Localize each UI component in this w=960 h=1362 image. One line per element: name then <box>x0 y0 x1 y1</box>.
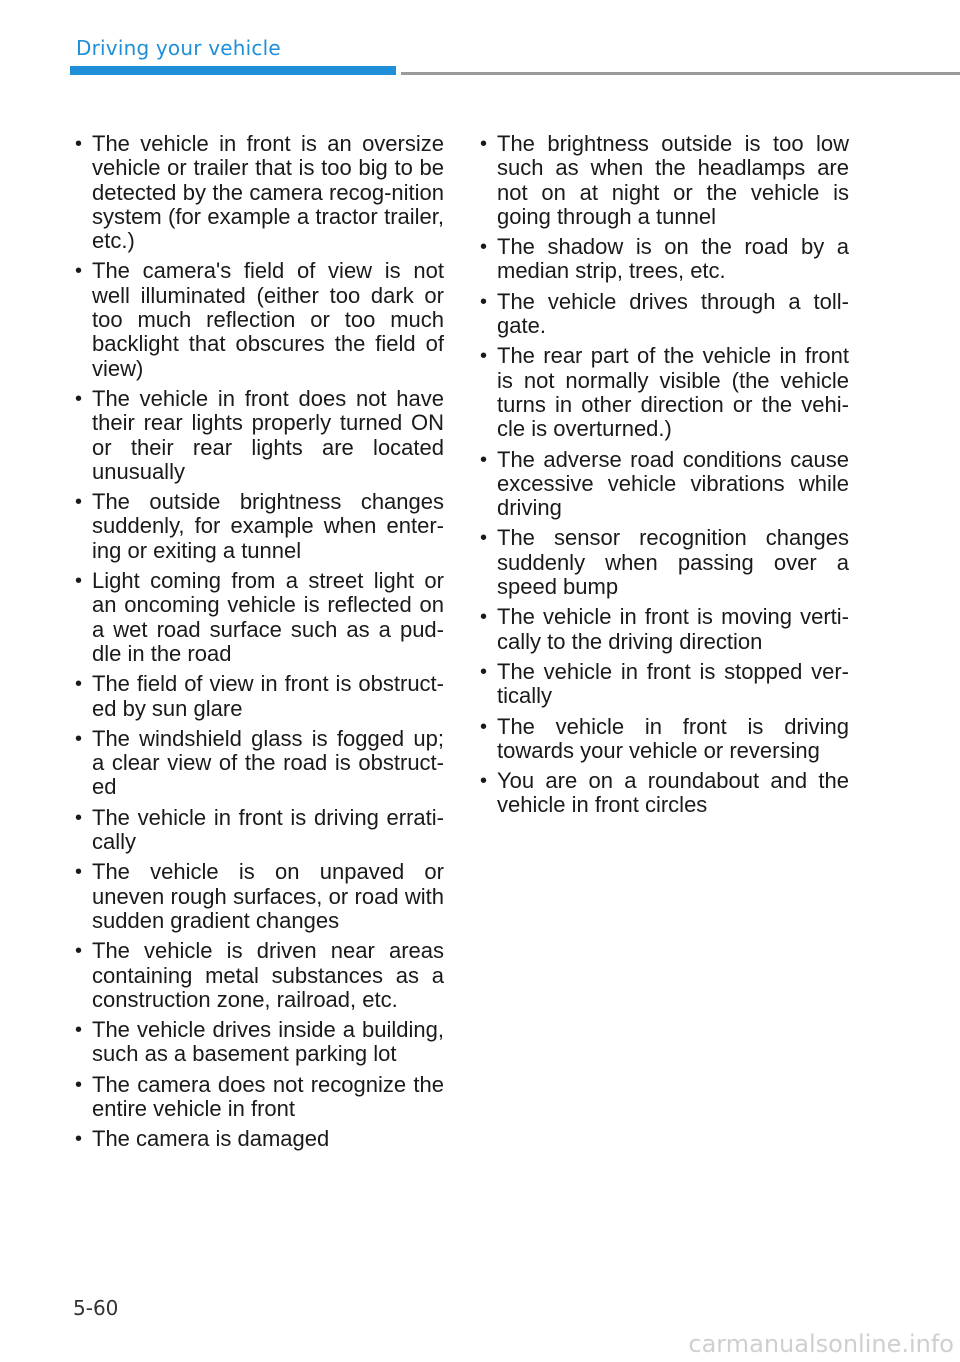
list-item <box>75 804 444 855</box>
bullet-icon: • <box>480 448 488 471</box>
list-item <box>75 1071 444 1122</box>
list-item-text: The outside brightness changes suddenly, for example when enter-ing or exiting a tunnel <box>92 489 444 563</box>
section-title: Driving your vehicle <box>76 36 281 60</box>
bullet-icon: • <box>480 715 488 738</box>
right-bullet-list <box>480 131 849 818</box>
list-item <box>75 725 444 800</box>
list-item <box>75 131 444 254</box>
list-item <box>480 234 849 284</box>
list-item-text: The vehicle in front is moving verti-cally to the driving direction <box>497 604 849 654</box>
header-accent-bar <box>70 66 396 75</box>
list-item <box>480 768 849 818</box>
bullet-icon: • <box>75 673 83 696</box>
list-item-text: The vehicle in front is driving towards your vehicle or reversing <box>497 713 849 763</box>
list-item-text: The vehicle is on unpaved or uneven rough surfaces, or road with sudden gradient changes <box>92 859 444 933</box>
bullet-icon: • <box>75 727 83 750</box>
list-item <box>480 658 849 709</box>
bullet-icon: • <box>75 806 83 829</box>
header-rule <box>401 72 960 75</box>
list-item-text: The rear part of the vehicle in front is not normally visible (the vehicle turns in other direction or the vehi-cle is overturned.) <box>497 343 849 442</box>
left-bullet-list <box>75 131 444 1152</box>
list-item-text: The sensor recognition changes suddenly when passing over a speed bump <box>497 525 849 600</box>
bullet-icon: • <box>75 260 83 283</box>
list-item-text: The shadow is on the road by a median strip, trees, etc. <box>497 234 849 284</box>
bullet-icon: • <box>75 1073 83 1096</box>
list-item-text: The windshield glass is fogged up; a clear view of the road is obstruct-ed <box>92 725 444 800</box>
list-item-text: You are on a roundabout and the vehicle in front circles <box>497 768 849 818</box>
list-item-text: The vehicle in front is driving errati-cally <box>92 804 444 855</box>
bullet-icon: • <box>480 290 488 313</box>
list-item-text: The vehicle in front is stopped ver-tically <box>497 658 849 709</box>
bullet-icon: • <box>75 570 83 593</box>
list-item <box>75 385 444 484</box>
bullet-icon: • <box>480 527 488 550</box>
right-column <box>480 131 849 824</box>
bullet-icon: • <box>75 491 83 514</box>
bullet-icon: • <box>480 133 488 155</box>
list-item <box>75 938 444 1012</box>
list-item-text: The vehicle drives through a toll-gate. <box>497 288 849 339</box>
list-item <box>75 1126 444 1152</box>
page-number: 5-60 <box>73 1296 119 1320</box>
list-item <box>480 713 849 764</box>
list-item <box>480 343 849 442</box>
list-item-text: The adverse road conditions cause excessive vehicle vibrations while driving <box>497 446 849 521</box>
list-item <box>480 604 849 654</box>
list-item <box>480 131 849 229</box>
list-item-text: The vehicle in front does not have their rear lights properly turned ON or their rear lights are located unusually <box>92 385 444 484</box>
list-item <box>75 859 444 933</box>
left-column <box>75 131 444 1158</box>
bullet-icon: • <box>75 1128 83 1151</box>
list-item <box>75 1017 444 1067</box>
list-item <box>75 258 444 381</box>
list-item-text: The vehicle is driven near areas containing metal substances as a construction zone, railroad, etc. <box>92 938 444 1012</box>
bullet-icon: • <box>75 861 83 884</box>
bullet-icon: • <box>480 236 488 259</box>
list-item-text: The vehicle in front is an oversize vehicle or trailer that is too big to be detected by the camera recog-nition system (for example a tractor trailer, etc.) <box>92 131 444 254</box>
bullet-icon: • <box>480 345 488 368</box>
list-item <box>75 489 444 563</box>
bullet-icon: • <box>480 660 488 683</box>
bullet-icon: • <box>75 133 83 155</box>
list-item <box>480 446 849 521</box>
list-item <box>75 671 444 721</box>
list-item-text: Light coming from a street light or an oncoming vehicle is reflected on a wet road surface such as a pud-dle in the road <box>92 568 444 666</box>
list-item-text: The camera does not recognize the entire vehicle in front <box>92 1071 444 1121</box>
bullet-icon: • <box>75 1019 83 1042</box>
watermark: carmanualsonline.info <box>688 1330 954 1358</box>
list-item-text: The vehicle drives inside a building, such as a basement parking lot <box>92 1017 444 1067</box>
list-item-text: The camera's field of view is not well illuminated (either too dark or too much reflection or too much backlight that obscures the field of view) <box>92 258 444 381</box>
bullet-icon: • <box>480 770 488 793</box>
list-item <box>480 525 849 600</box>
list-item-text: The camera is damaged <box>92 1126 330 1152</box>
bullet-icon: • <box>75 940 83 963</box>
list-item-text: The brightness outside is too low such as when the headlamps are not on at night or the vehicle is going through a tunnel <box>497 131 849 229</box>
list-item <box>480 288 849 339</box>
list-item-text: The field of view in front is obstruct-ed by sun glare <box>92 671 444 721</box>
list-item <box>75 568 444 666</box>
bullet-icon: • <box>75 387 83 410</box>
bullet-icon: • <box>480 606 488 629</box>
